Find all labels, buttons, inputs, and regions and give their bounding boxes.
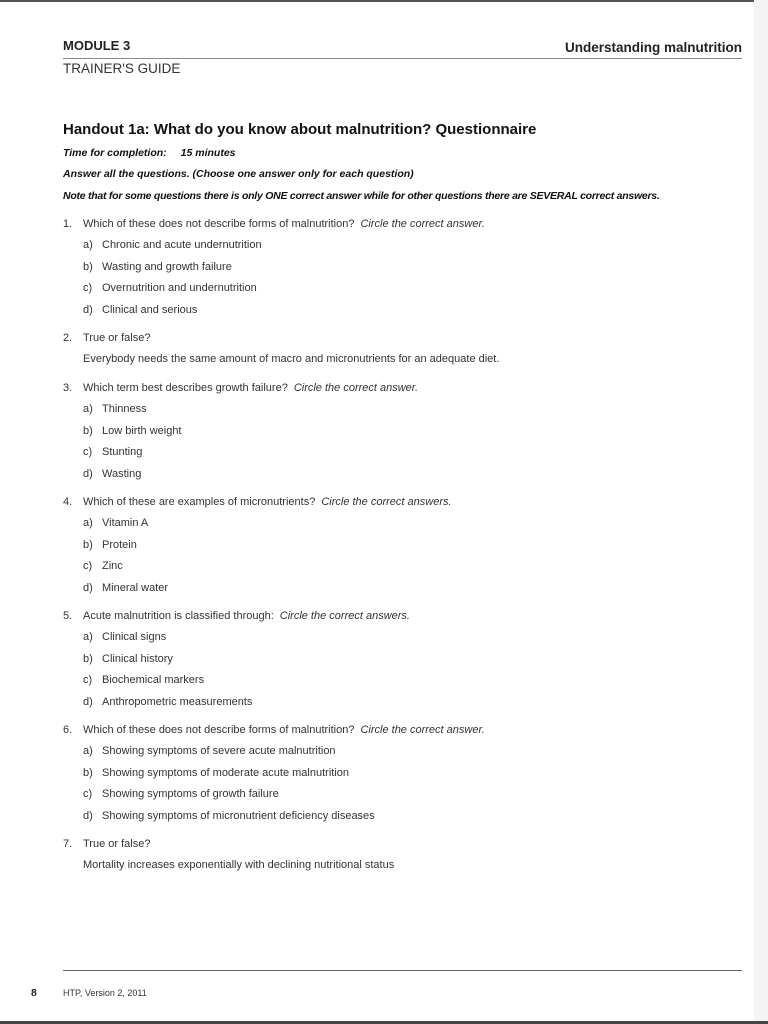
option-c[interactable]: c) Showing symptoms of growth failure	[83, 788, 279, 800]
option-d[interactable]: d) Showing symptoms of micronutrient deficiency diseases	[83, 810, 375, 822]
true-false-statement: Mortality increases exponentially with declining nutritional status	[83, 859, 395, 871]
option-c[interactable]: c) Biochemical markers	[83, 674, 205, 686]
time-label: Time for completion:	[63, 147, 167, 159]
option-a[interactable]: a) Chronic and acute undernutrition	[83, 239, 262, 251]
option-a[interactable]: a) Thinness	[83, 403, 147, 415]
question-text: Which of these are examples of micronutrients? Circle the correct answers.	[83, 496, 452, 508]
option-a[interactable]: a) Showing symptoms of severe acute malnutrition	[83, 745, 336, 757]
option-d[interactable]: d) Wasting	[83, 468, 142, 480]
true-false-statement: Everybody needs the same amount of macro and micronutrients for an adequate diet.	[83, 353, 500, 365]
handout-title: Handout 1a: What do you know about malnutrition? Questionnaire	[63, 121, 537, 138]
guide-label: TRAINER'S GUIDE	[63, 61, 181, 76]
question-number: 4.	[63, 496, 73, 508]
question-instruction: Circle the correct answers.	[321, 496, 452, 508]
time-value: 15 minutes	[180, 147, 236, 159]
option-c[interactable]: c) Overnutrition and undernutrition	[83, 282, 257, 294]
option-b[interactable]: b) Protein	[83, 539, 137, 551]
question-number: 2.	[63, 332, 73, 344]
option-c[interactable]: c) Zinc	[83, 560, 123, 572]
header-divider	[63, 58, 742, 59]
question-instruction: Circle the correct answers.	[279, 610, 410, 622]
question-number: 6.	[63, 724, 73, 736]
question-text: True or false?	[83, 838, 151, 850]
question-number: 7.	[63, 838, 73, 850]
question-text: Which of these does not describe forms of malnutrition? Circle the correct answer.	[83, 724, 485, 736]
question-instruction: Circle the correct answer.	[360, 218, 485, 230]
question-number: 3.	[63, 382, 73, 394]
option-a[interactable]: a) Clinical signs	[83, 631, 167, 643]
question-text: Which term best describes growth failure? Circle the correct answer.	[83, 382, 419, 394]
question-text: True or false?	[83, 332, 151, 344]
module-label: MODULE 3	[63, 38, 131, 53]
option-c[interactable]: c) Stunting	[83, 446, 143, 458]
option-b[interactable]: b) Low birth weight	[83, 425, 182, 437]
option-d[interactable]: d) Anthropometric measurements	[83, 696, 253, 708]
option-b[interactable]: b) Clinical history	[83, 653, 173, 665]
question-text: Which of these does not describe forms of malnutrition? Circle the correct answer.	[83, 218, 485, 230]
section-title: Understanding malnutrition	[565, 40, 742, 55]
instruction-text: Answer all the questions. (Choose one answer only for each question)	[63, 168, 414, 180]
question-instruction: Circle the correct answer.	[293, 382, 419, 394]
question-instruction: Circle the correct answer.	[360, 724, 485, 736]
option-d[interactable]: d) Mineral water	[83, 582, 169, 594]
time-for-completion	[63, 147, 236, 159]
option-b[interactable]: b) Showing symptoms of moderate acute malnutrition	[83, 767, 350, 779]
question-number: 1.	[63, 218, 73, 230]
option-d[interactable]: d) Clinical and serious	[83, 304, 198, 316]
option-a[interactable]: a) Vitamin A	[83, 517, 149, 529]
question-number: 5.	[63, 610, 73, 622]
option-b[interactable]: b) Wasting and growth failure	[83, 261, 232, 273]
version-text: HTP, Version 2, 2011	[63, 988, 147, 998]
note-text: Note that for some questions there is only ONE correct answer while for other questions there are SEVERAL correct answers.	[63, 190, 660, 202]
page-edge	[754, 0, 768, 1024]
top-border	[0, 0, 768, 2]
question-text: Acute malnutrition is classified through: Circle the correct answers.	[83, 610, 410, 622]
footer-divider	[63, 970, 742, 971]
page-number: 8	[31, 987, 37, 999]
